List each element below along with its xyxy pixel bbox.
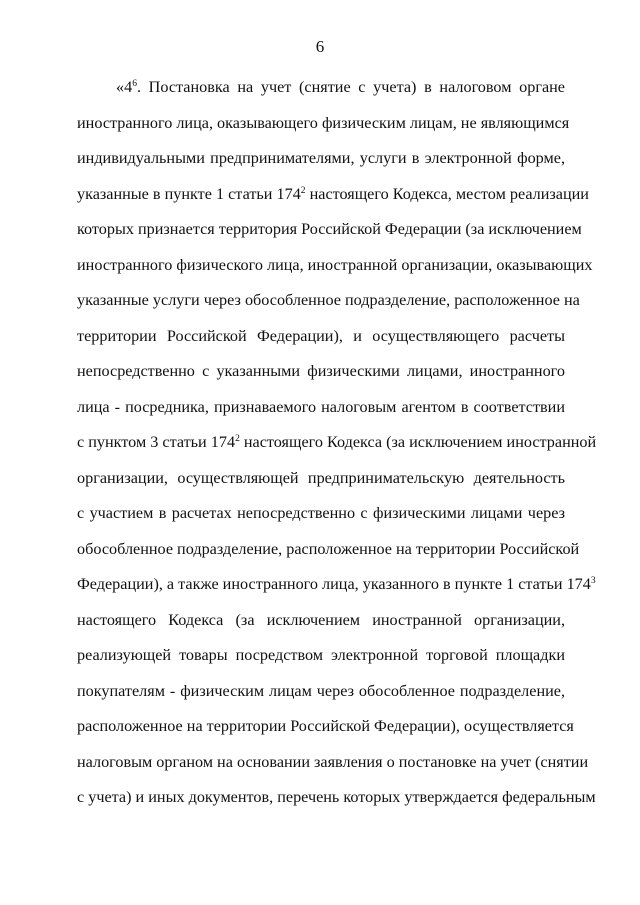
text-line	[77, 390, 565, 424]
text-line	[77, 141, 565, 175]
text-span: с учета) и иных документов, перечень которых утверждается федеральным	[77, 788, 596, 806]
text-span: Федерации), а также иностранного лица, указанного в пункте 1 статьи 174	[77, 575, 591, 593]
text-span: которых признается территория Российской Федерации (за исключением	[77, 220, 582, 238]
text-line	[77, 461, 565, 495]
text-span: обособленное подразделение, расположенное на территории Российской	[77, 539, 580, 558]
page-number: 6	[315, 37, 325, 56]
text-span: с участием в расчетах непосредственно с физическими лицами через	[77, 504, 565, 522]
text-span: реализующей товары посредством электронной торговой площадки	[77, 646, 565, 664]
text-span: с пунктом 3 статьи 174	[77, 433, 236, 451]
text-span: непосредственно с указанными физическими лицами, иностранного	[77, 362, 565, 380]
text-span: покупателям - физическим лицам через обособленное подразделение,	[77, 681, 565, 700]
text-span: «4	[116, 78, 133, 96]
text-span: иностранного физического лица, иностранной организации, оказывающих	[77, 255, 593, 274]
text-line	[77, 638, 565, 672]
text-span: указанные услуги через обособленное подразделение, расположенное на	[77, 291, 580, 309]
text-line	[77, 780, 596, 814]
text-line	[77, 674, 565, 708]
text-span: территории Российской Федерации), и осуществляющего расчеты	[77, 326, 565, 345]
text-span: настоящего Кодекса (за исключением иностранной	[239, 433, 597, 451]
text-span: организации, осуществляющей предпринимательскую деятельность	[77, 468, 565, 487]
text-line	[77, 496, 565, 530]
text-line	[77, 354, 565, 388]
text-line	[77, 425, 597, 459]
text-line	[77, 532, 580, 566]
text-span: налоговым органом на основании заявления о постановке на учет (снятии	[77, 752, 589, 771]
text-span: . Постановка на учет (снятие с учета) в налоговом органе	[136, 78, 565, 96]
superscript: 3	[590, 575, 596, 586]
text-line	[77, 212, 582, 246]
text-span: индивидуальными предпринимателями, услуги в электронной форме,	[77, 149, 565, 167]
text-span: иностранного лица, оказывающего физическим лицам, не являющимся	[77, 113, 570, 132]
text-line	[77, 709, 574, 743]
text-span: настоящего Кодекса, местом реализации	[305, 184, 589, 203]
text-span: лица - посредника, признаваемого налоговым агентом в соответствии	[77, 397, 565, 416]
text-line	[77, 319, 565, 353]
text-line	[77, 283, 580, 317]
text-line	[77, 248, 593, 282]
text-line	[116, 70, 565, 104]
text-line	[77, 567, 596, 601]
superscript: 2	[300, 185, 306, 196]
superscript: 6	[132, 78, 137, 89]
text-span: указанные в пункте 1 статьи 174	[77, 184, 301, 203]
text-line	[77, 106, 570, 140]
text-line	[77, 177, 589, 211]
text-span: расположенное на территории Российской Федерации), осуществляется	[77, 717, 574, 735]
text-span: настоящего Кодекса (за исключением иностранной организации,	[77, 610, 565, 629]
superscript: 2	[235, 433, 240, 444]
text-line	[77, 603, 565, 637]
text-line	[77, 745, 589, 779]
